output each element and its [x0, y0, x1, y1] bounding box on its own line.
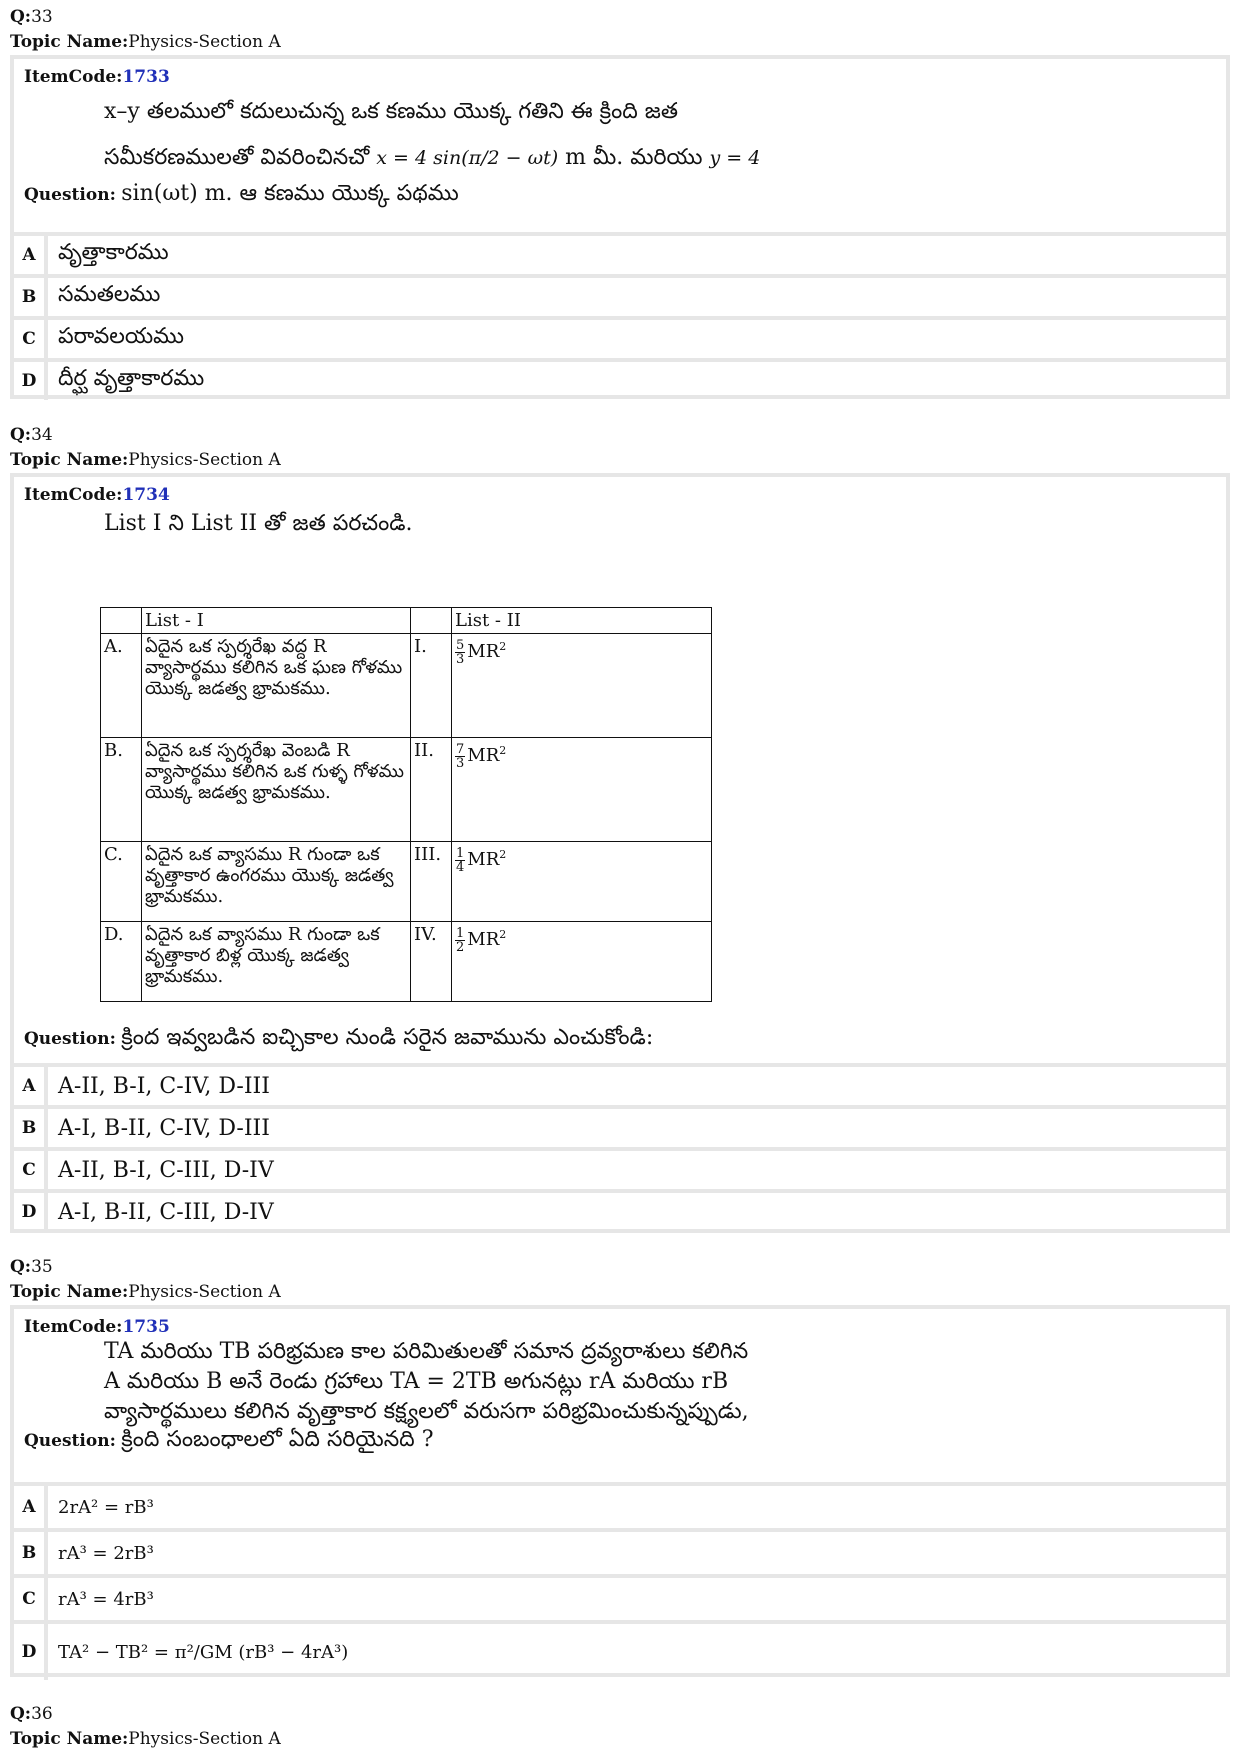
topic-name: Physics-Section A [128, 1729, 281, 1749]
list-1-item: ఏదైన ఒక వ్యాసము R గుండా ఒక వృత్తాకార బిళ్ల యొక్క జడత్వ భ్రామకము. [142, 922, 411, 1002]
question-34-header: Q:34 Topic Name:Physics-Section A [10, 425, 281, 470]
question-stem: List I ని List II తో జత పరచండి. [104, 511, 413, 536]
option-c[interactable]: C పరావలయము [14, 316, 1226, 358]
question-stem: TA మరియు TB పరిభ్రమణ కాల పరిమితులతో సమాన ద్రవ్యరాశులు కలిగిన A మరియు B అనే రెండు గ్రహాలు TA = 2TB అగునట్లు rA మరియు rB వ్యాసార్థములు కలిగిన వృత్తాకార కక్ష్యలలో వరుసగా పరిభ్రమించుకున్నప్పుడు, [104, 1339, 749, 1424]
option-b[interactable]: B A-I, B-II, C-IV, D-III [14, 1105, 1226, 1147]
option-d[interactable]: D దీర్ఘ వృత్తాకారము [14, 358, 1226, 400]
option-b[interactable]: B rA³ = 2rB³ [14, 1528, 1226, 1574]
question-text: Question: క్రింది సంబంధాలలో ఏది సరియైనది ? [24, 1427, 434, 1452]
option-a[interactable]: A A-II, B-I, C-IV, D-III [14, 1063, 1226, 1105]
match-table: List - I List - II A. ఏదైన ఒక స్పర్శరేఖ వద్ద R వ్యాసార్థము కలిగిన ఒక ఘణ గోళము యొక్క జడత్వ భ్రామకము. I. $\frac{5}{3}$ $MR^2$ B. ఏదైన ఒక స్పర్శరేఖ వెంబడి R వ్యాసార్థము కలిగిన ఒక గుళ్ళ గోళము యొక్క జడత్వ భ్రామకము. II. $\frac{7}{3}$ $MR^2$ C. ఏదైన ఒక వ్యాసము R గుండా ఒక వృత్తాకార ఉంగరము యొక్క జడత్వ భ్రామకము. III. $\frac{1}{4}$ $MR^2$ D. ఏదైన ఒక వ్యాసము R గుండా ఒక వృత్తాకార బిళ్ల యొక్క జడత్వ భ్రామకము. IV. $\frac{1}{2}$ $MR^2$ [100, 607, 712, 1002]
q-label: Q: [10, 7, 32, 27]
option-b[interactable]: B సమతలము [14, 274, 1226, 316]
list-2-header: List - II [452, 608, 712, 634]
list-2-item: $\frac{1}{2}$ $MR^2$ [452, 922, 712, 1002]
question-35-card [10, 1305, 1230, 1677]
option-c[interactable]: C A-II, B-I, C-III, D-IV [14, 1147, 1226, 1189]
list-1-item: ఏదైన ఒక స్పర్శరేఖ వద్ద R వ్యాసార్థము కలిగిన ఒక ఘణ గోళము యొక్క జడత్వ భ్రామకము. [142, 634, 411, 738]
question-34-card [10, 473, 1230, 1233]
topic-name: Physics-Section A [128, 450, 281, 470]
item-code: ItemCode:1733 [24, 67, 170, 87]
question-stem: x–y తలములో కదులుచున్న ఒక కణము యొక్క గతిని ఈ క్రింది జత సమీకరణములతో వివరించినచో x = 4 sin(π/2 − ωt) m మీ. మరియు y = 4 [104, 99, 761, 170]
list-2-item: $\frac{5}{3}$ $MR^2$ [452, 634, 712, 738]
question-35-header: Q:35 Topic Name:Physics-Section A [10, 1257, 281, 1302]
option-a[interactable]: A 2rA² = rB³ [14, 1482, 1226, 1528]
question-number: 35 [31, 1257, 53, 1277]
question-33-card [10, 55, 1230, 399]
option-c[interactable]: C rA³ = 4rB³ [14, 1574, 1226, 1620]
question-number: 36 [31, 1704, 53, 1724]
question-number: 34 [31, 425, 53, 445]
list-2-item: $\frac{7}{3}$ $MR^2$ [452, 738, 712, 842]
topic-name: Physics-Section A [128, 1282, 281, 1302]
equation-x: x = 4 sin(π/2 − ωt) [376, 147, 559, 169]
list-1-item: ఏదైన ఒక స్పర్శరేఖ వెంబడి R వ్యాసార్థము కలిగిన ఒక గుళ్ళ గోళము యొక్క జడత్వ భ్రామకము. [142, 738, 411, 842]
option-a[interactable]: A వృత్తాకారము [14, 232, 1226, 274]
list-1-header: List - I [142, 608, 411, 634]
question-text: Question: sin(ωt) m. ఆ కణము యొక్క పథము [24, 181, 459, 206]
topic-label: Topic Name: [10, 32, 129, 52]
item-code: ItemCode:1734 [24, 485, 170, 505]
list-2-item: $\frac{1}{4}$ $MR^2$ [452, 842, 712, 922]
question-number: 33 [31, 7, 53, 27]
option-d[interactable]: D A-I, B-II, C-III, D-IV [14, 1189, 1226, 1231]
list-1-item: ఏదైన ఒక వ్యాసము R గుండా ఒక వృత్తాకార ఉంగరము యొక్క జడత్వ భ్రామకము. [142, 842, 411, 922]
equation-y: y = 4 [709, 147, 761, 169]
option-d[interactable]: D TA² − TB² = π²/GM (rB³ − 4rA³) [14, 1620, 1226, 1680]
question-text: Question: క్రింద ఇవ్వబడిన ఐచ్చికాల నుండి సరైన జవామును ఎంచుకోండి: [24, 1025, 654, 1050]
question-36-header: Q:36 Topic Name:Physics-Section A [10, 1704, 281, 1749]
item-code: ItemCode:1735 [24, 1317, 170, 1337]
question-33-header [10, 5, 1230, 55]
topic-name: Physics-Section A [128, 32, 281, 52]
